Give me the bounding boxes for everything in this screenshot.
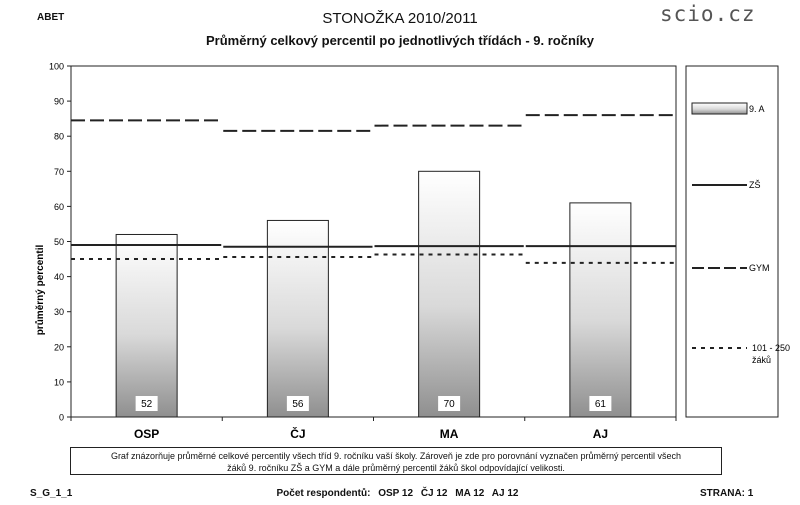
legend-label-9a: 9. A — [749, 104, 765, 114]
y-tick-label: 70 — [53, 166, 64, 177]
bar-value-label: 56 — [292, 399, 304, 410]
y-tick-label: 90 — [53, 96, 64, 107]
y-tick-label: 20 — [53, 342, 64, 353]
scio-logo: scio.cz — [660, 2, 756, 26]
legend-label-gym: GYM — [749, 263, 770, 273]
y-tick-label: 0 — [58, 412, 64, 423]
y-tick-label: 30 — [53, 307, 64, 318]
page-title: STONOŽKA 2010/2011 — [322, 10, 478, 27]
y-axis-label: průměrný percentil — [35, 244, 46, 336]
y-tick-label: 100 — [48, 61, 64, 72]
y-tick-label: 80 — [53, 131, 64, 142]
bar-čj — [267, 220, 328, 417]
caption-line-1: Graf znázorňuje průměrné celkové percentily všech tříd 9. ročníku vaší školy. Zároveň je zde pro porovnání vyznačen průměrný percentil všech — [110, 451, 682, 461]
legend — [686, 66, 790, 417]
legend-label-small-schools-line2: žáků — [752, 355, 772, 365]
footer-page-number: STRANA: 1 — [700, 488, 754, 499]
respondents-aj: AJ 12 — [491, 488, 519, 499]
y-tick-label: 40 — [53, 272, 64, 283]
chart-caption — [70, 447, 722, 475]
report-code: ABET — [37, 12, 65, 23]
legend-swatch-9a — [692, 103, 747, 114]
y-axis — [49, 62, 71, 423]
y-tick-label: 60 — [53, 201, 64, 212]
respondents-ma: MA 12 — [455, 488, 485, 499]
footer-sheet-code: S_G_1_1 — [30, 488, 73, 499]
y-tick-label: 50 — [53, 237, 64, 247]
x-category-label: OSP — [133, 427, 160, 441]
bar-aj — [570, 203, 631, 417]
x-category-label: AJ — [592, 427, 609, 441]
respondents-cj: ČJ 12 — [420, 488, 448, 499]
legend-label-zs: ZŠ — [749, 180, 761, 190]
bar-ma — [419, 171, 480, 417]
bar-value-label: 70 — [443, 399, 455, 410]
bar-osp — [116, 234, 177, 417]
y-tick-label: 10 — [53, 377, 64, 388]
respondents-osp: OSP 12 — [378, 488, 414, 499]
bars — [116, 171, 631, 417]
legend-label-small-schools-line1: 101 - 250 — [752, 343, 791, 353]
caption-line-2: žáků 9. ročníku ZŠ a GYM a dále průměrný percentil žáků škol odpovídající velikosti. — [227, 463, 565, 473]
chart-subtitle: Průměrný celkový percentil po jednotlivých třídách - 9. ročníky — [206, 33, 594, 48]
x-category-label: MA — [439, 427, 459, 441]
respondents-label: Počet respondentů: — [276, 488, 371, 499]
bar-value-label: 61 — [594, 399, 606, 410]
x-axis — [71, 417, 676, 441]
x-category-label: ČJ — [290, 427, 306, 441]
footer-respondents — [0, 488, 800, 499]
bar-value-label: 52 — [141, 399, 153, 410]
